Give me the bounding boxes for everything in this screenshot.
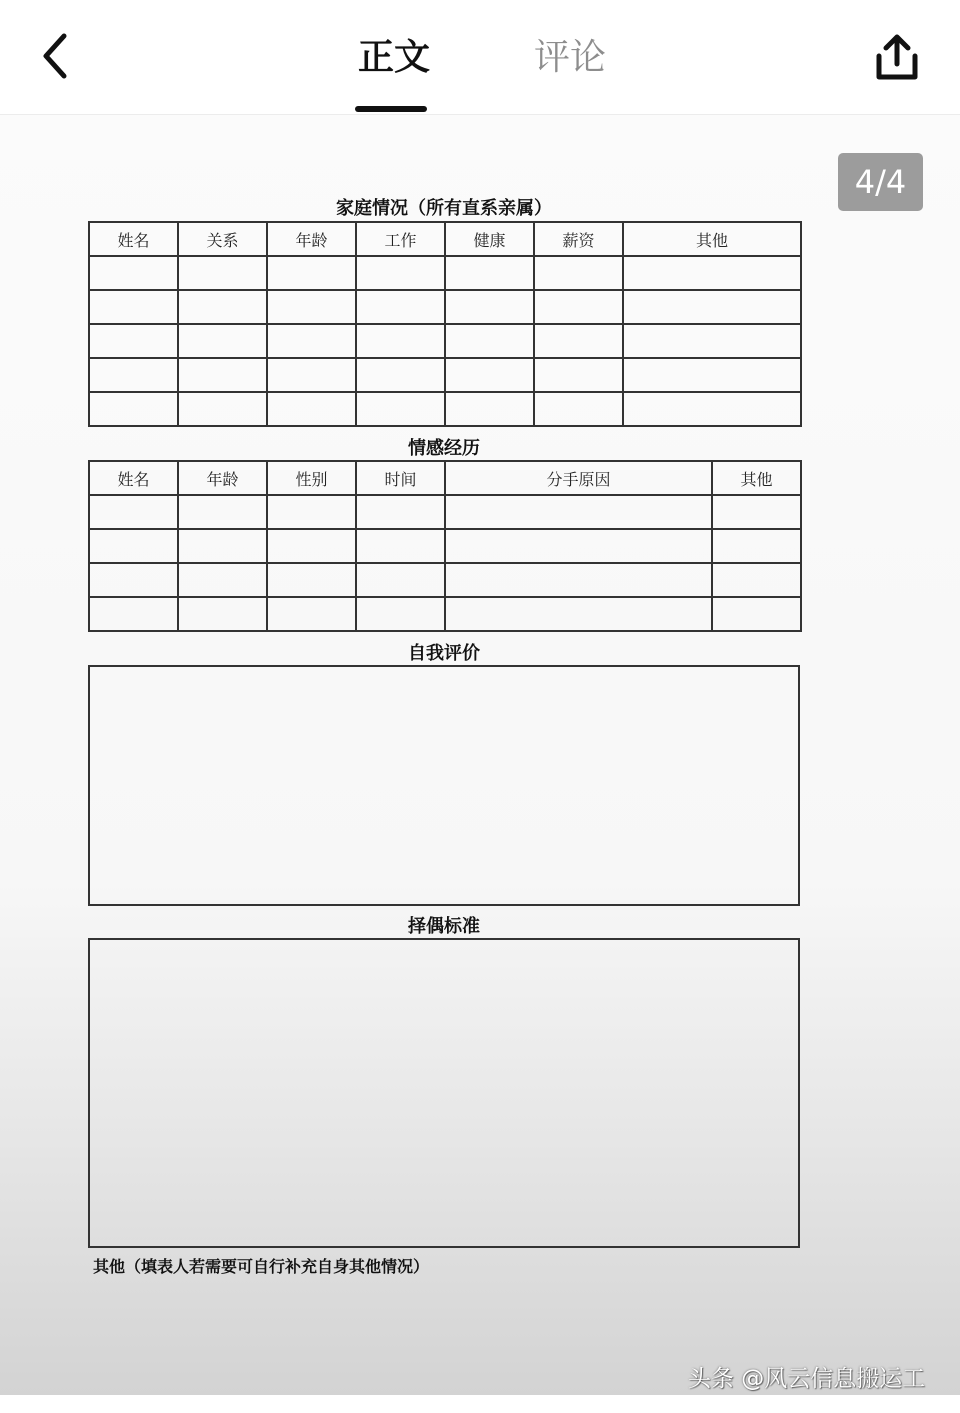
column-header: 分手原因 xyxy=(445,461,712,495)
empty-cell xyxy=(267,358,356,392)
empty-cell xyxy=(178,392,267,426)
empty-cell xyxy=(267,495,356,529)
form-footnote: 其他（填表人若需要可自行补充自身其他情况） xyxy=(93,1257,430,1276)
column-header: 姓名 xyxy=(89,222,178,256)
empty-cell xyxy=(267,529,356,563)
empty-cell xyxy=(534,256,623,290)
self-evaluation-box xyxy=(88,665,800,906)
source-watermark: 头条 @风云信息搬运工 xyxy=(688,1366,926,1392)
self-evaluation-title: 自我评价 xyxy=(408,643,480,664)
empty-cell xyxy=(267,392,356,426)
empty-cell xyxy=(445,358,534,392)
empty-cell xyxy=(267,597,356,631)
empty-cell xyxy=(534,290,623,324)
empty-cell xyxy=(89,358,178,392)
tab-article[interactable]: 正文 xyxy=(358,37,431,78)
active-tab-indicator xyxy=(355,106,427,112)
empty-cell xyxy=(89,324,178,358)
chevron-left-icon xyxy=(38,31,72,81)
empty-cell xyxy=(356,495,445,529)
column-header: 时间 xyxy=(356,461,445,495)
empty-cell xyxy=(623,358,801,392)
empty-cell xyxy=(623,324,801,358)
column-header: 年龄 xyxy=(267,222,356,256)
mate-criteria-title: 择偶标准 xyxy=(408,916,480,937)
empty-cell xyxy=(89,392,178,426)
empty-cell xyxy=(89,256,178,290)
empty-cell xyxy=(356,597,445,631)
empty-cell xyxy=(445,495,712,529)
empty-cell xyxy=(712,597,801,631)
top-app-bar xyxy=(0,0,960,115)
column-header: 其他 xyxy=(712,461,801,495)
empty-cell xyxy=(178,495,267,529)
empty-cell xyxy=(178,563,267,597)
empty-cell xyxy=(178,256,267,290)
empty-cell xyxy=(445,256,534,290)
family-table xyxy=(88,221,802,427)
empty-cell xyxy=(356,256,445,290)
table-row xyxy=(89,563,801,597)
empty-cell xyxy=(178,358,267,392)
empty-cell xyxy=(178,597,267,631)
empty-cell xyxy=(356,290,445,324)
empty-cell xyxy=(89,290,178,324)
empty-cell xyxy=(445,324,534,358)
relationship-table-body xyxy=(89,495,801,631)
share-icon xyxy=(873,32,921,82)
table-row xyxy=(89,324,801,358)
empty-cell xyxy=(534,358,623,392)
empty-cell xyxy=(356,324,445,358)
empty-cell xyxy=(267,290,356,324)
empty-cell xyxy=(89,563,178,597)
column-header: 姓名 xyxy=(89,461,178,495)
relationship-table xyxy=(88,460,802,632)
mate-criteria-box xyxy=(88,938,800,1248)
family-table-body xyxy=(89,256,801,426)
column-header: 其他 xyxy=(623,222,801,256)
share-button[interactable] xyxy=(870,30,924,84)
family-section-title: 家庭情况（所有直系亲属） xyxy=(336,198,552,219)
empty-cell xyxy=(178,529,267,563)
empty-cell xyxy=(623,290,801,324)
column-header: 健康 xyxy=(445,222,534,256)
empty-cell xyxy=(534,324,623,358)
empty-cell xyxy=(356,358,445,392)
empty-cell xyxy=(712,563,801,597)
table-row xyxy=(89,495,801,529)
column-header: 年龄 xyxy=(178,461,267,495)
table-row xyxy=(89,290,801,324)
empty-cell xyxy=(356,563,445,597)
table-row xyxy=(89,256,801,290)
empty-cell xyxy=(445,529,712,563)
empty-cell xyxy=(267,256,356,290)
empty-cell xyxy=(267,324,356,358)
column-header: 薪资 xyxy=(534,222,623,256)
empty-cell xyxy=(445,597,712,631)
empty-cell xyxy=(445,392,534,426)
empty-cell xyxy=(712,529,801,563)
empty-cell xyxy=(623,392,801,426)
tab-comments[interactable]: 评论 xyxy=(534,37,607,78)
back-button[interactable] xyxy=(30,28,80,84)
table-row xyxy=(89,597,801,631)
empty-cell xyxy=(267,563,356,597)
empty-cell xyxy=(623,256,801,290)
empty-cell xyxy=(712,495,801,529)
empty-cell xyxy=(178,290,267,324)
empty-cell xyxy=(356,529,445,563)
empty-cell xyxy=(89,597,178,631)
relationship-section-title: 情感经历 xyxy=(408,438,480,459)
empty-cell xyxy=(178,324,267,358)
table-row xyxy=(89,358,801,392)
table-row xyxy=(89,529,801,563)
page-counter-badge: 4/4 xyxy=(838,153,923,211)
empty-cell xyxy=(356,392,445,426)
empty-cell xyxy=(89,529,178,563)
bottom-strip xyxy=(0,1395,960,1413)
column-header: 工作 xyxy=(356,222,445,256)
empty-cell xyxy=(534,392,623,426)
empty-cell xyxy=(445,563,712,597)
empty-cell xyxy=(445,290,534,324)
empty-cell xyxy=(89,495,178,529)
column-header: 性别 xyxy=(267,461,356,495)
table-row xyxy=(89,392,801,426)
column-header: 关系 xyxy=(178,222,267,256)
